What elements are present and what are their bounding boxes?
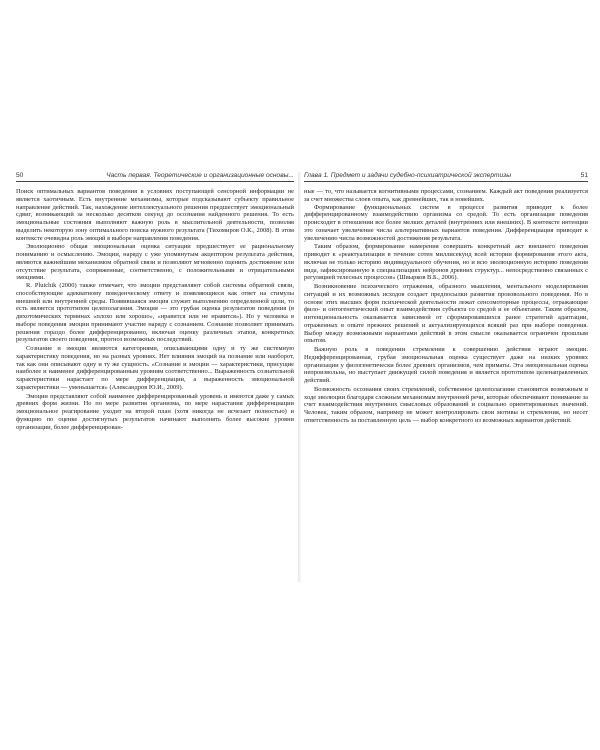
paragraph: Возможность осознания своих стремлений, собственное целеполагание становится возможным в ходе эволюции благодаря сложным механизмам внутренней речи, которые обеспечивают понимание за счет взаимодействия внутренних смысловых образований и социально ориентированных значений. Человек, таким образом, например не может контролировать свои мотивы и стремления, но несет ответственность за поставленную цель — выбор конкретного из возможных вариантов действий. bbox=[304, 385, 588, 424]
paragraph: Формирование функциональных систем в процессе развития приводит к более дифференцированному взаимодействию организма со средой. То есть организация поведения происходит в отношении все более мелких деталей (внутренних или внешних). В контексте интенции это означает увеличение числа альтернативных вариантов поведения. Дифференциация приводит к увеличению числа возможностей достижения результата. bbox=[304, 203, 588, 242]
paragraph: Эволюционно общая эмоциональная оценка ситуации предшествует ее рациональному пониманию и осмыслению. Эмоции, наряду с уже упомянутым акцептором результата действия, являются важнейшим механизмом обратной связи и позволяют мгновенно оценить достижение или отсутствие результата, сопряженные, соответственно, с положительными и отрицательными эмоциями. bbox=[16, 243, 294, 282]
left-page-header bbox=[16, 172, 294, 182]
book-gutter bbox=[298, 172, 301, 582]
left-page bbox=[16, 172, 294, 582]
paragraph: ные — то, что называется когнитивными процессами, сознанием. Каждый акт поведения реализуется за счет множества слоев опыта, как древнейших, так и новейших. bbox=[304, 188, 588, 203]
paragraph: Таким образом, формирование намерения совершить конкретный акт внешнего поведения приводит к «реактуализации в течение сотен миллисекунд всей истории формирования этого акта, включая не только историю индивидуального обучения, но и всю эволюционную историю поведения вида, зафиксированную в специализациях нейронов древних структур... непосредственно связанных с регуляцией телесных процессов» (Швырков В.Б., 2006). bbox=[304, 243, 588, 282]
paragraph: Возникновение психического отражения, образного мышления, ментального моделирования ситуаций и их возможных исходов создает предпосылки развития произвольного поведения. Но в основе этих высших форм психической деятельности лежат сенсомоторные процессы, отражающие фило- и онтогенетический опыт взаимодействия субъекта со средой и ее объектами. Таким образом, интенциональность оказывается зависимой от сформировавшихся ранее стратегий адаптации, отраженных в опыте прежних решений и актуализирующихся всякий раз при выборе поведения. Выбор между возможными вариантами действий в этом смысле оказывается ограничен прошлым опытом. bbox=[304, 283, 588, 345]
paragraph: Эмоции представляют собой наименее дифференцированный уровень и имеются даже у самых древних форм жизни. Но по мере развития организма, по мере нарастания дифференциации эмоциональное реагирование уходит на второй план (хотя никогда не исчезает полностью) и функцию по оценке достигнутых результатов начинают выполнять более высокие уровни организации, более дифференцирован- bbox=[16, 392, 294, 431]
left-page-body bbox=[16, 188, 294, 431]
left-page-number: 50 bbox=[16, 172, 24, 179]
right-page-body bbox=[304, 188, 588, 425]
paragraph: Важную роль в поведении стремления к совершению действия играют эмоции. Недифференцированная, грубая эмоциональная оценка существует даже на низких уровнях организации у филогенетически более древних организмов, чем приматы. Эта эмоциональная оценка непроизвольна, но выступает движущей силой поведения и является прототипом целенаправленных действий. bbox=[304, 346, 588, 384]
paragraph: Сознание и эмоции являются категориями, описывающими одну и ту же системную характеристику поведения, но на разных уровнях. Нет влияния эмоций на познание или наоборот, так как они описывают одну и ту же сущность. «Сознание и эмоции — характеристики, присущие наиболее и наименее дифференцированным уровням соответственно... Выраженность сознательной характеристики нарастает по мере дифференциации, а выраженность эмоциональной характеристики — уменьшается» (Александров Ю.И., 2009). bbox=[16, 345, 294, 391]
left-running-head: Часть первая. Теоретические и организационные основы... bbox=[106, 172, 294, 179]
right-page-number: 51 bbox=[580, 172, 588, 179]
right-running-head: Глава 1. Предмет и задачи судебно-психиатрической экспертизы bbox=[304, 172, 512, 179]
right-page-header bbox=[304, 172, 588, 182]
right-page bbox=[304, 172, 588, 582]
paragraph: Поиск оптимальных вариантов поведения в условиях поступающей сенсорной информации не является хаотичным. Есть внутренние механизмы, которые подсказывают субъекту правильное направление действий. Так, нахождение интеллектуального решения предшествует эмоциональный сдвиг, возникающий за несколько десятков секунд до осознания найденного решения. То есть эмоциональные состояния выполняют важную роль в мыслительной деятельности, позволяя выделить некоторую зону оптимального поиска нужного результата (Тихомиров О.К., 2008). В этом контексте очевидна роль эмоций в выборе направления поведения. bbox=[16, 188, 294, 242]
paragraph: R. Plutchik (2000) также отмечает, что эмоции представляют собой системы обратной связи, способствующие адекватному поведенческому ответу и появляющиеся как ответ на стимулы внешней или внутренней среды. Появившаяся эмоция служит выполнению определенной цели, то есть является прототипом целеполагания. Эмоция — это грубая оценка результатов поведения (в дихотомических терминах «плохо или хорошо», «нравится или не нравится»). Но у человека в выборе поведения эмоции принимают участие наряду с сознанием. Сознание позволяет принимать решения гораздо более дифференцированно, включая оценку различных этапов, конкретных результатов своего поведения, прогноз возможных последствий. bbox=[16, 282, 294, 344]
